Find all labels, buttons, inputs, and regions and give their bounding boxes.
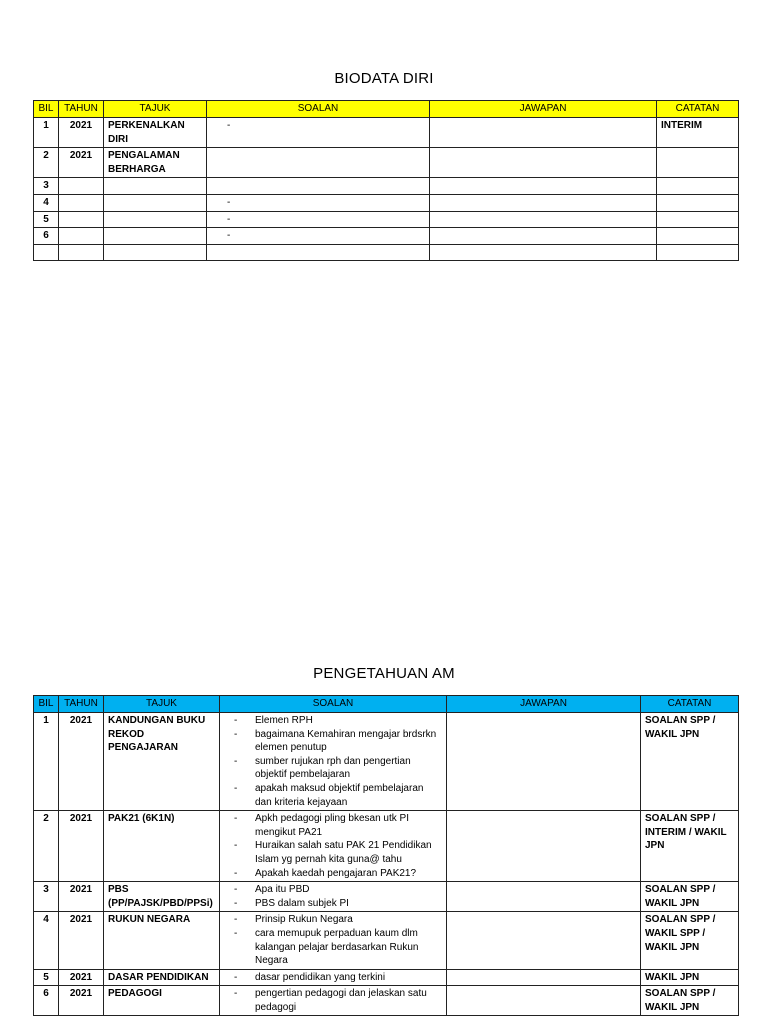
cell-jawapan: [430, 211, 657, 228]
cell-tajuk: PAK21 (6K1N): [104, 811, 220, 882]
soalan-list: [224, 913, 442, 967]
table-row: [34, 713, 739, 811]
soalan-text: -: [227, 120, 231, 131]
table-row: [34, 244, 739, 261]
table-row: [34, 148, 739, 178]
cell-bil: [34, 244, 59, 261]
cell-soalan: [220, 912, 447, 969]
pengetahuan-title: PENGETAHUAN AM: [313, 665, 455, 682]
table-row: [34, 912, 739, 969]
soalan-text: [211, 180, 227, 191]
biodata-table: [33, 100, 739, 261]
cell-catatan: SOALAN SPP / INTERIM / WAKIL JPN: [641, 811, 739, 882]
cell-bil: 1: [34, 713, 59, 811]
cell-tajuk: PERKENALKAN DIRI: [104, 118, 207, 148]
cell-tajuk: PEDAGOGI: [104, 986, 220, 1016]
soalan-list: [224, 883, 442, 910]
cell-bil: 4: [34, 194, 59, 211]
list-item: - Elemen RPH: [234, 715, 313, 726]
cell-jawapan: [447, 882, 641, 912]
cell-catatan: [657, 194, 739, 211]
header-tajuk: TAJUK: [104, 696, 220, 713]
cell-bil: 2: [34, 148, 59, 178]
cell-jawapan: [430, 178, 657, 195]
cell-jawapan: [430, 194, 657, 211]
table-row: [34, 986, 739, 1016]
table-row: [34, 969, 739, 986]
header-tajuk: TAJUK: [104, 101, 207, 118]
list-item: - Prinsip Rukun Negara: [234, 914, 353, 926]
cell-jawapan: [430, 148, 657, 178]
cell-soalan: [207, 211, 430, 228]
cell-catatan: [657, 228, 739, 245]
table-row: [34, 178, 739, 195]
cell-tahun: [59, 194, 104, 211]
header-catatan: CATATAN: [657, 101, 739, 118]
soalan-text: -: [227, 213, 231, 225]
list-item: - sumber rujukan rph dan pengertian objektif pembelajaran: [234, 755, 411, 781]
cell-catatan: SOALAN SPP / WAKIL JPN: [641, 713, 739, 811]
cell-tajuk: PENGALAMAN BERHARGA: [104, 148, 207, 178]
cell-catatan: [657, 148, 739, 178]
cell-bil: 1: [34, 118, 59, 148]
cell-tahun: 2021: [59, 986, 104, 1016]
cell-catatan: WAKIL JPN: [641, 969, 739, 986]
header-bil: BIL: [34, 696, 59, 713]
list-item: - bagaimana Kemahiran mengajar brdsrkn elemen penutup: [234, 728, 437, 754]
cell-tajuk: [104, 228, 207, 245]
cell-catatan: SOALAN SPP / WAKIL JPN: [641, 882, 739, 912]
header-jawapan: JAWAPAN: [447, 696, 641, 713]
pengetahuan-table: [33, 695, 739, 1016]
table-row: [34, 811, 739, 882]
cell-tajuk: [104, 194, 207, 211]
cell-jawapan: [447, 713, 641, 811]
cell-tahun: 2021: [59, 713, 104, 811]
list-item: - Huraikan salah satu PAK 21 Pendidikan Islam yg pernah kita guna@ tahu: [234, 840, 432, 865]
cell-tajuk: RUKUN NEGARA: [104, 912, 220, 969]
cell-catatan: SOALAN SPP / WAKIL SPP / WAKIL JPN: [641, 912, 739, 969]
cell-jawapan: [447, 912, 641, 969]
cell-tahun: 2021: [59, 118, 104, 148]
cell-soalan: [207, 194, 430, 211]
header-tahun: TAHUN: [59, 101, 104, 118]
soalan-text: [211, 150, 227, 161]
cell-tajuk: [104, 211, 207, 228]
soalan-text: -: [227, 230, 231, 242]
table-row: [34, 194, 739, 211]
cell-soalan: [220, 969, 447, 986]
soalan-text: -: [227, 196, 231, 208]
list-item: - pengertian pedagogi dan jelaskan satu pedagogi: [234, 988, 427, 1013]
list-item: - Apkh pedagogi pling bkesan utk PI mengikut PA21: [234, 813, 409, 838]
cell-tajuk: PBS (PP/PAJSK/PBD/PPSi): [104, 882, 220, 912]
header-bil: BIL: [34, 101, 59, 118]
list-item: - dasar pendidikan yang terkini: [234, 971, 386, 983]
cell-tajuk: [104, 244, 207, 261]
soalan-list: [224, 971, 442, 985]
list-item: - Apa itu PBD: [234, 884, 310, 896]
cell-tahun: [59, 211, 104, 228]
cell-tahun: 2021: [59, 148, 104, 178]
cell-catatan: [657, 211, 739, 228]
header-soalan: SOALAN: [207, 101, 430, 118]
cell-catatan: [657, 178, 739, 195]
cell-jawapan: [430, 244, 657, 261]
header-jawapan: JAWAPAN: [430, 101, 657, 118]
cell-jawapan: [430, 228, 657, 245]
cell-bil: 4: [34, 912, 59, 969]
biodata-header-row: [34, 101, 739, 118]
cell-bil: 6: [34, 986, 59, 1016]
soalan-list: [224, 987, 442, 1014]
cell-jawapan: [447, 986, 641, 1016]
cell-bil: 5: [34, 211, 59, 228]
cell-soalan: [207, 228, 430, 245]
pengetahuan-header-row: [34, 696, 739, 713]
table-row: [34, 882, 739, 912]
cell-soalan: [207, 148, 430, 178]
cell-bil: 5: [34, 969, 59, 986]
biodata-title: BIODATA DIRI: [334, 70, 434, 87]
cell-bil: 6: [34, 228, 59, 245]
cell-tajuk: [104, 178, 207, 195]
cell-soalan: [220, 986, 447, 1016]
table-row: [34, 211, 739, 228]
soalan-list: [224, 812, 442, 880]
cell-tahun: 2021: [59, 912, 104, 969]
list-item: - apakah maksud objektif pembelajaran dan kriteria kejayaan: [234, 782, 424, 808]
cell-jawapan: [430, 118, 657, 148]
list-item: - cara memupuk perpaduan kaum dlm kalangan pelajar berdasarkan Rukun Negara: [234, 927, 419, 967]
cell-jawapan: [447, 969, 641, 986]
cell-tajuk: DASAR PENDIDIKAN: [104, 969, 220, 986]
cell-jawapan: [447, 811, 641, 882]
cell-bil: 3: [34, 882, 59, 912]
cell-bil: 2: [34, 811, 59, 882]
header-tahun: TAHUN: [59, 696, 104, 713]
cell-catatan: SOALAN SPP / WAKIL JPN: [641, 986, 739, 1016]
cell-tahun: [59, 228, 104, 245]
cell-catatan: INTERIM: [657, 118, 739, 148]
list-item: - PBS dalam subjek PI: [234, 897, 349, 909]
cell-tahun: 2021: [59, 969, 104, 986]
cell-catatan: [657, 244, 739, 261]
cell-soalan: [220, 882, 447, 912]
header-catatan: CATATAN: [641, 696, 739, 713]
cell-tahun: 2021: [59, 811, 104, 882]
soalan-text: [211, 247, 227, 258]
cell-soalan: [207, 244, 430, 261]
cell-soalan: [207, 178, 430, 195]
cell-tahun: 2021: [59, 882, 104, 912]
cell-tajuk: KANDUNGAN BUKU REKOD PENGAJARAN: [104, 713, 220, 811]
cell-tahun: [59, 244, 104, 261]
list-item: - Apakah kaedah pengajaran PAK21?: [234, 867, 417, 879]
header-soalan: SOALAN: [220, 696, 447, 713]
cell-soalan: [220, 713, 447, 811]
table-row: [34, 118, 739, 148]
cell-tahun: [59, 178, 104, 195]
cell-bil: 3: [34, 178, 59, 195]
soalan-list: [224, 714, 442, 809]
table-row: [34, 228, 739, 245]
cell-soalan: [207, 118, 430, 148]
cell-soalan: [220, 811, 447, 882]
